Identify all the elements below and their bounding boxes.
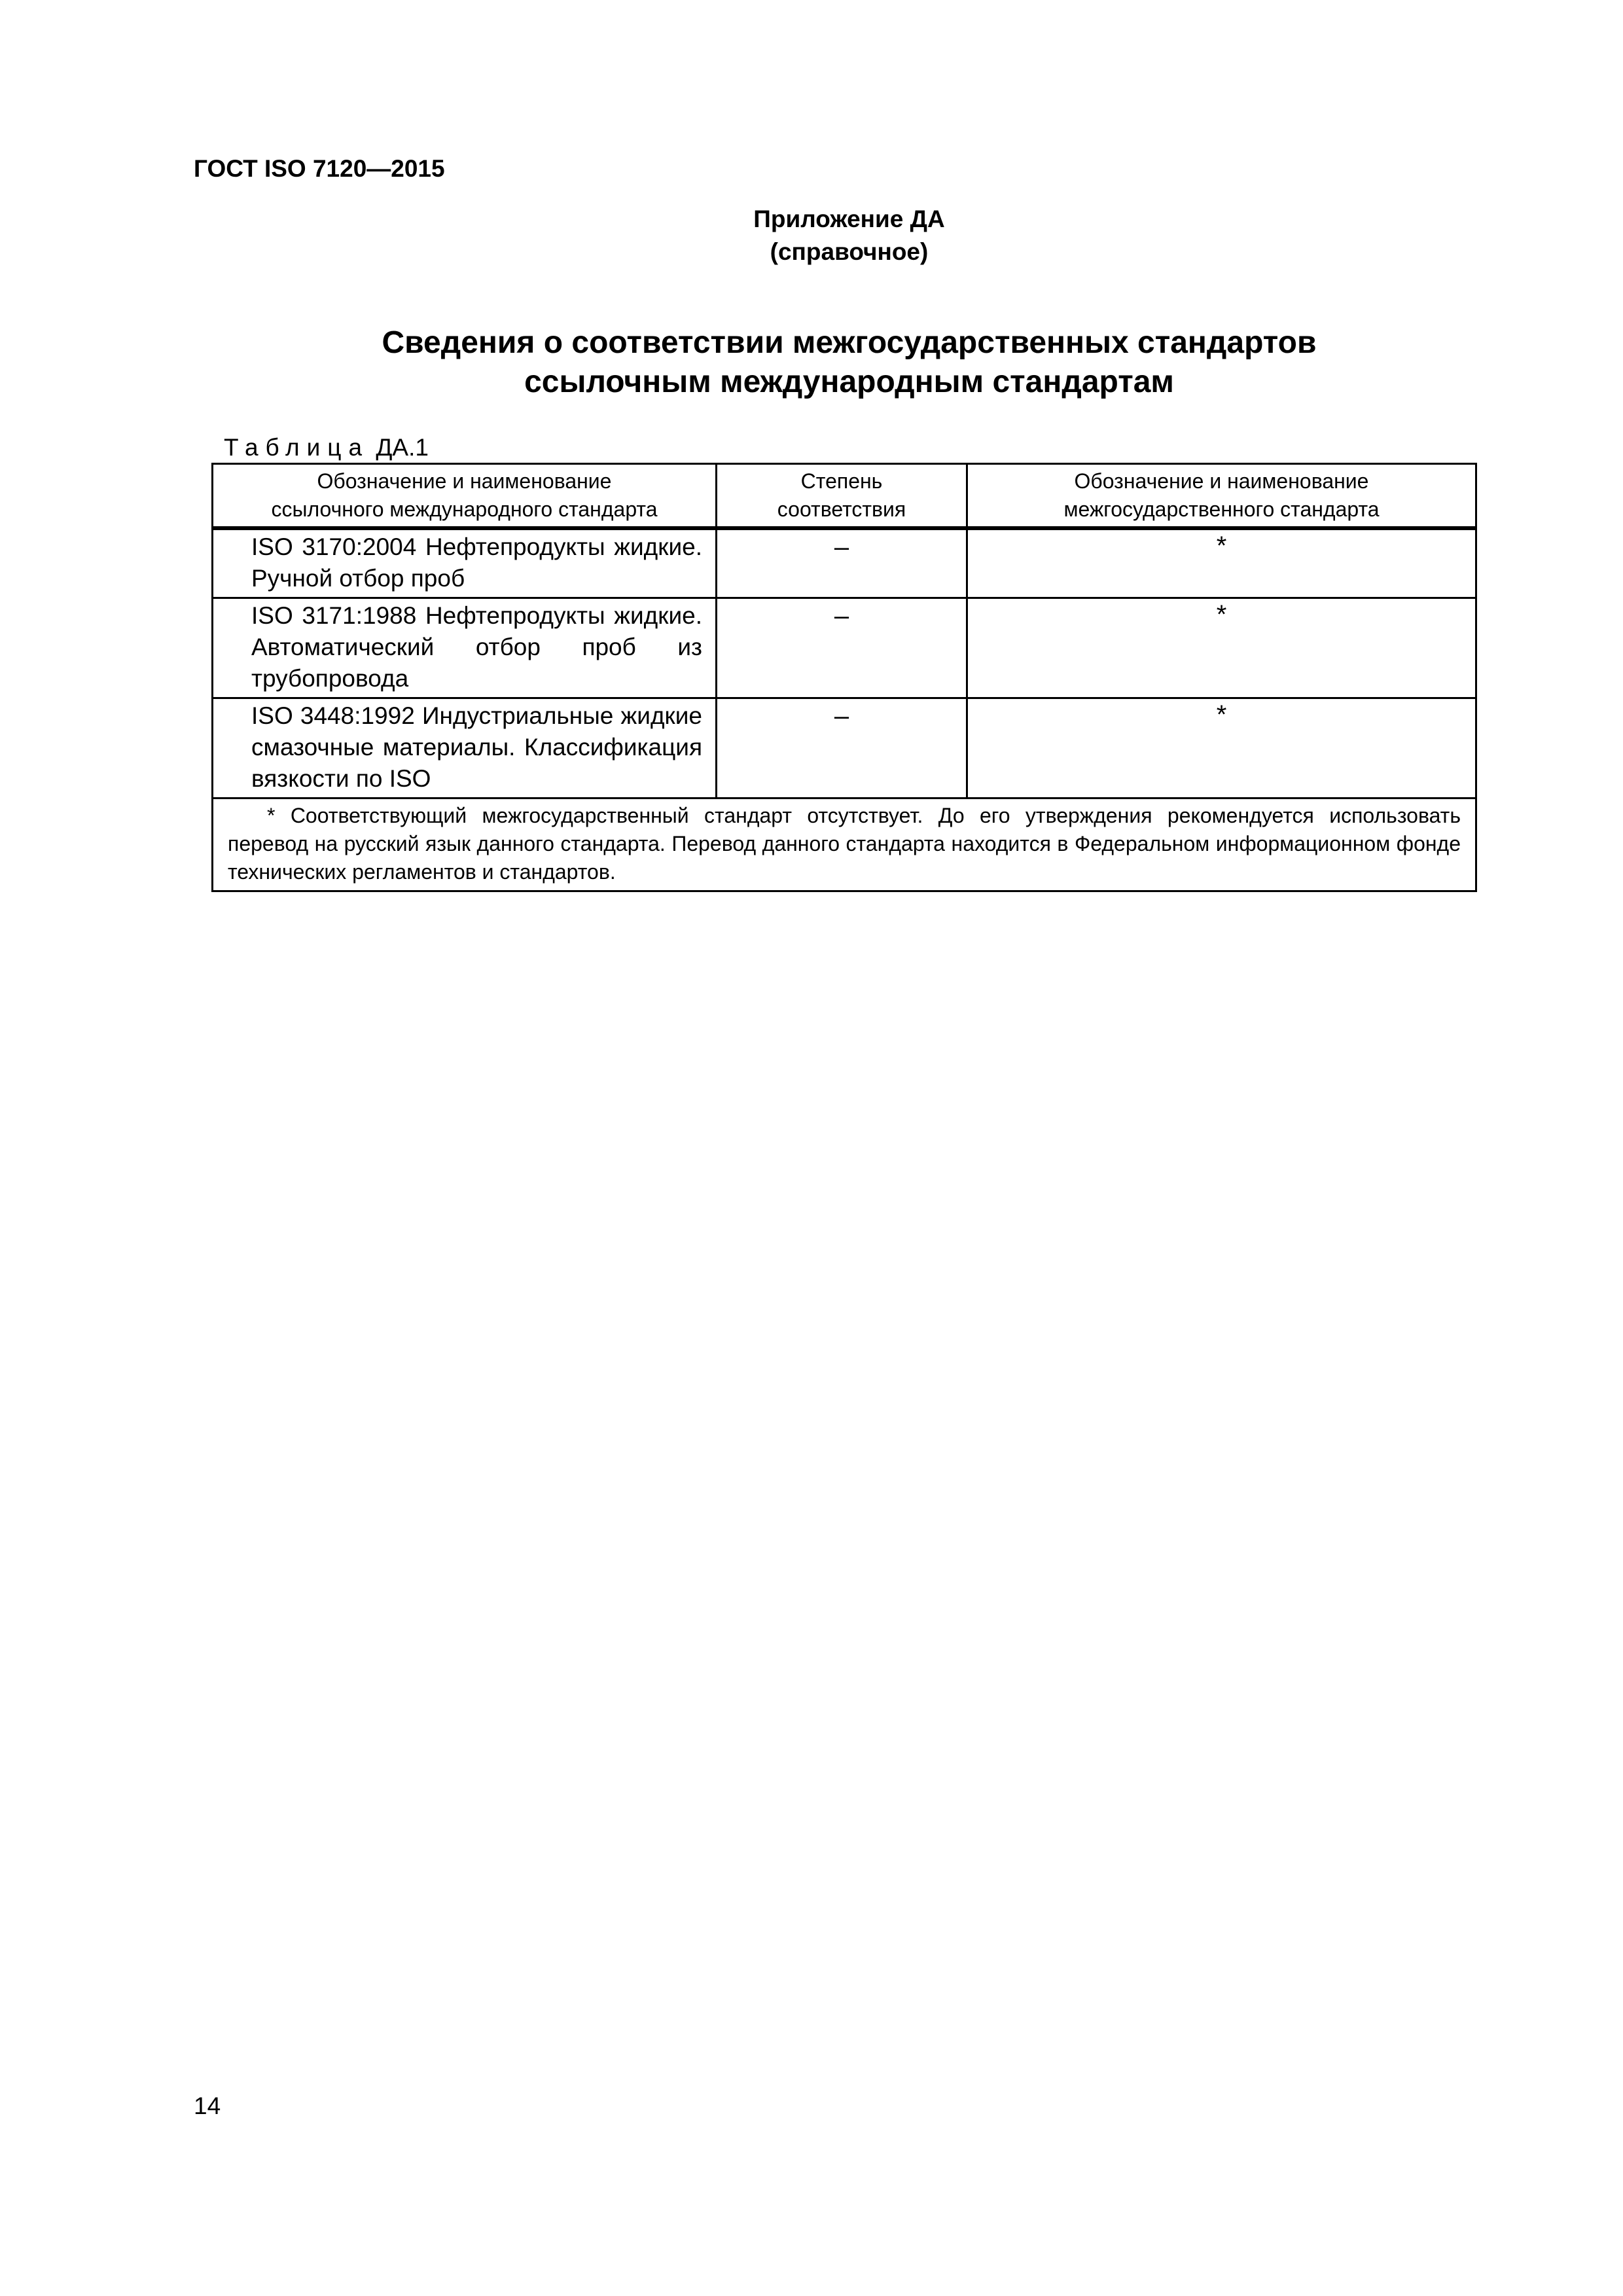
interstate-standard-cell: * [967, 598, 1476, 698]
main-title-line-1: Сведения о соответствии межгосударственных стандартов [382, 325, 1317, 360]
table-row [213, 598, 1476, 698]
table-header-row [213, 464, 1476, 529]
degree-cell: – [717, 528, 967, 598]
table-label [224, 433, 429, 462]
degree-cell: – [717, 698, 967, 798]
table-footnote [213, 798, 1476, 891]
table-footnote-row [213, 798, 1476, 891]
reference-standard-cell: ISO 3170:2004 Нефтепродукты жидкие. Ручной отбор проб [213, 528, 717, 598]
standards-table [211, 463, 1477, 892]
annex-subtitle: (справочное) [770, 238, 929, 265]
header-degree-of-conformity: Степень соответствия [717, 464, 967, 529]
page-number: 14 [194, 2092, 221, 2119]
main-title-line-2: ссылочным международным стандартам [524, 365, 1174, 399]
annex-heading [0, 203, 1623, 268]
header-interstate-standard: Обозначение и наименование межгосударственного стандарта [967, 464, 1476, 529]
reference-standard-cell: ISO 3171:1988 Нефтепродукты жидкие. Автоматический отбор проб из трубопровода [213, 598, 717, 698]
header-reference-standard: Обозначение и наименование ссылочного международного стандарта [213, 464, 717, 529]
footnote-text: * Соответствующий межгосударственный стандарт отсутствует. До его утверждения рекомендуется использовать перевод на русский язык данного стандарта. Перевод данного стандарта находится в Федеральном информационном фонде технических регламентов и стандартов. [228, 804, 1461, 884]
degree-cell: – [717, 598, 967, 698]
reference-standard-cell: ISO 3448:1992 Индустриальные жидкие смазочные материалы. Классификация вязкости по ISO [213, 698, 717, 798]
table-row [213, 528, 1476, 598]
document-code: ГОСТ ISO 7120—2015 [194, 155, 445, 182]
table-row [213, 698, 1476, 798]
main-title [0, 323, 1623, 402]
table-label-number: ДА.1 [376, 434, 429, 461]
table-label-word: Таблица [224, 434, 370, 461]
annex-title: Приложение ДА [753, 206, 945, 232]
interstate-standard-cell: * [967, 698, 1476, 798]
interstate-standard-cell: * [967, 528, 1476, 598]
